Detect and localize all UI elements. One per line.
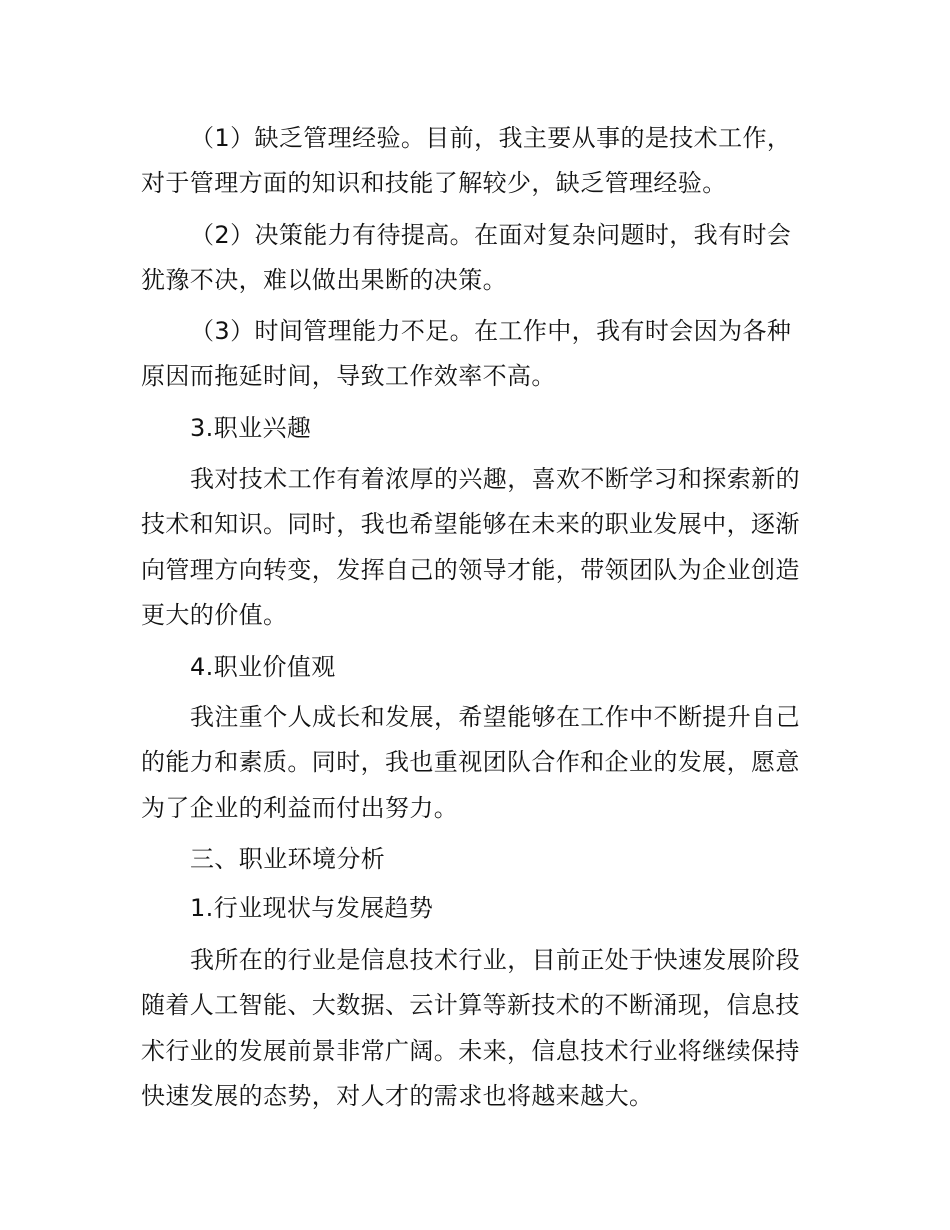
paragraph-line: 快速发展的态势，对人才的需求也将越来越大。 bbox=[141, 1082, 654, 1110]
paragraph-line: 术行业的发展前景非常广阔。未来，信息技术行业将继续保持 bbox=[141, 1037, 800, 1065]
section-heading: 三、职业环境分析 bbox=[190, 845, 386, 873]
paragraph-line: 犹豫不决，难以做出果断的决策。 bbox=[141, 266, 507, 294]
paragraph-line: 随着人工智能、大数据、云计算等新技术的不断涌现，信息技 bbox=[141, 991, 800, 1019]
paragraph-line: 我对技术工作有着浓厚的兴趣，喜欢不断学习和探索新的 bbox=[190, 465, 800, 493]
paragraph-line: 对于管理方面的知识和技能了解较少，缺乏管理经验。 bbox=[141, 169, 727, 197]
paragraph-line: 我所在的行业是信息技术行业，目前正处于快速发展阶段 bbox=[190, 946, 800, 974]
paragraph-line: 向管理方向转变，发挥自己的领导才能，带领团队为企业创造 bbox=[141, 556, 800, 584]
paragraph-line: 更大的价值。 bbox=[141, 601, 288, 629]
paragraph-line: （1）缺乏管理经验。目前，我主要从事的是技术工作， bbox=[190, 124, 792, 152]
paragraph-line: 为了企业的利益而付出努力。 bbox=[141, 794, 459, 822]
section-heading: 3.职业兴趣 bbox=[190, 414, 312, 442]
paragraph-line: （2）决策能力有待提高。在面对复杂问题时，我有时会 bbox=[190, 221, 792, 249]
section-heading: 4.职业价值观 bbox=[190, 653, 336, 681]
paragraph-line: 原因而拖延时间，导致工作效率不高。 bbox=[141, 362, 556, 390]
paragraph-line: 我注重个人成长和发展，希望能够在工作中不断提升自己 bbox=[190, 703, 800, 731]
paragraph-line: （3）时间管理能力不足。在工作中，我有时会因为各种 bbox=[190, 317, 792, 345]
paragraph-line: 的能力和素质。同时，我也重视团队合作和企业的发展，愿意 bbox=[141, 748, 800, 776]
paragraph-line: 技术和知识。同时，我也希望能够在未来的职业发展中，逐渐 bbox=[141, 510, 800, 538]
section-heading: 1.行业现状与发展趋势 bbox=[190, 894, 434, 922]
